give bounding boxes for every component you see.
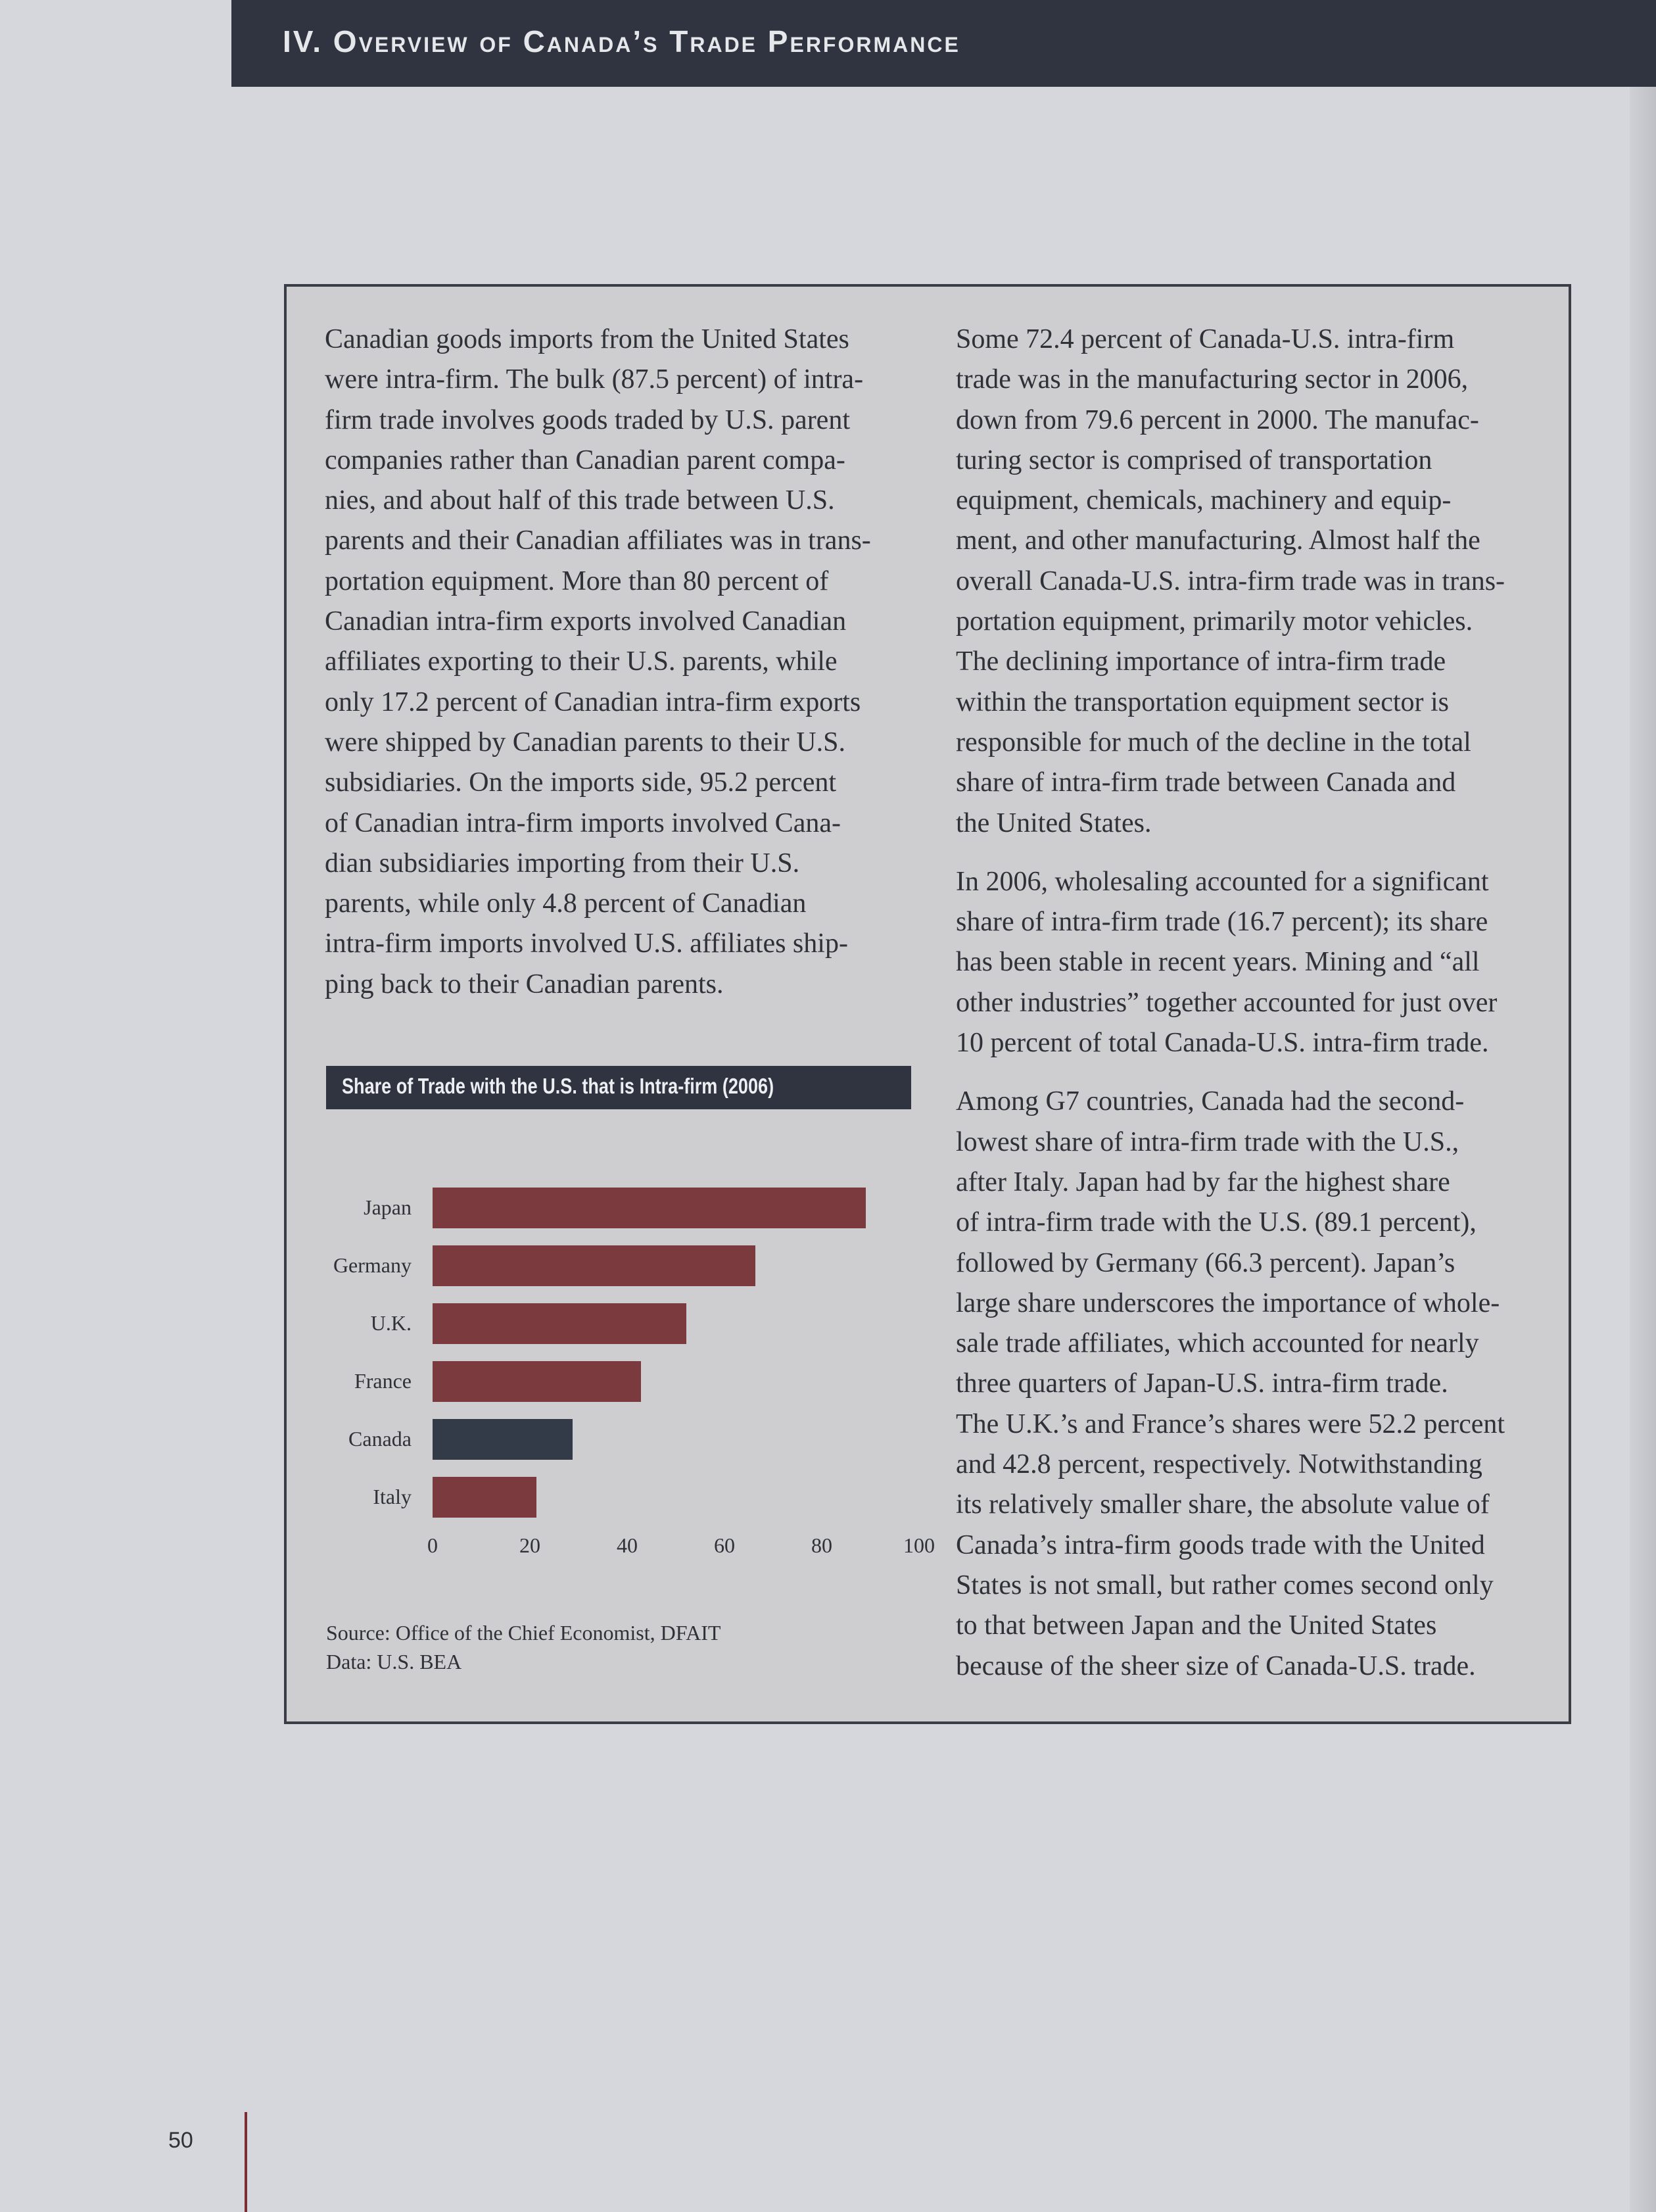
text-line: were intra-firm. The bulk (87.5 percent) of intra- bbox=[325, 364, 864, 395]
text-line: share of intra-firm trade (16.7 percent); its share bbox=[956, 907, 1488, 938]
chart-source bbox=[326, 1618, 721, 1676]
category-label: France bbox=[354, 1369, 412, 1393]
text-line: because of the sheer size of Canada-U.S. trade. bbox=[956, 1650, 1476, 1681]
x-tick-label: 40 bbox=[617, 1533, 638, 1557]
text-line: followed by Germany (66.3 percent). Japan’s bbox=[956, 1247, 1455, 1278]
x-tick-label: 0 bbox=[427, 1533, 438, 1557]
text-line: and 42.8 percent, respectively. Notwithstanding bbox=[956, 1449, 1482, 1480]
text-line: affiliates exporting to their U.S. parents, while bbox=[325, 646, 838, 677]
text-line: intra-firm imports involved U.S. affiliates ship- bbox=[325, 928, 848, 959]
text-line: portation equipment, primarily motor vehicles. bbox=[956, 606, 1473, 637]
x-tick-label: 20 bbox=[519, 1533, 540, 1557]
text-line: Canada’s intra-firm goods trade with the United bbox=[956, 1529, 1485, 1560]
chart-title: Share of Trade with the U.S. that is Intra-firm (2006) bbox=[342, 1074, 774, 1098]
bar-germany bbox=[433, 1245, 755, 1286]
category-label: Germany bbox=[333, 1253, 412, 1277]
text-line: to that between Japan and the United States bbox=[956, 1610, 1437, 1641]
bar-chart bbox=[287, 1122, 944, 1582]
left-column bbox=[325, 320, 916, 1005]
text-line: parents and their Canadian affiliates was in trans- bbox=[325, 525, 871, 556]
text-line: overall Canada-U.S. intra-firm trade was in trans- bbox=[956, 565, 1505, 596]
category-label: Italy bbox=[373, 1485, 412, 1508]
text-line: three quarters of Japan-U.S. intra-firm trade. bbox=[956, 1368, 1448, 1399]
text-line: large share underscores the importance of whole- bbox=[956, 1287, 1500, 1318]
text-line: only 17.2 percent of Canadian intra-firm exports bbox=[325, 686, 861, 717]
text-line: parents, while only 4.8 percent of Canadian bbox=[325, 888, 807, 919]
text-line: down from 79.6 percent in 2000. The manufac- bbox=[956, 404, 1479, 435]
text-line: trade was in the manufacturing sector in 2006, bbox=[956, 364, 1469, 395]
text-line: ping back to their Canadian parents. bbox=[325, 969, 724, 999]
text-line: firm trade involves goods traded by U.S. parent bbox=[325, 404, 850, 435]
text-line: portation equipment. More than 80 percent of bbox=[325, 565, 829, 596]
text-line: after Italy. Japan had by far the highest share bbox=[956, 1166, 1450, 1197]
text-line: Canadian goods imports from the United States bbox=[325, 324, 849, 354]
section-title: IV. Overview of Canada’s Trade Performance bbox=[283, 24, 960, 59]
text-line: States is not small, but rather comes second only bbox=[956, 1570, 1494, 1600]
bar-uk bbox=[433, 1303, 686, 1344]
text-line: its relatively smaller share, the absolute value of bbox=[956, 1489, 1490, 1520]
category-label: Japan bbox=[364, 1195, 412, 1219]
page-number-rule bbox=[245, 2112, 247, 2212]
text-line: Canadian intra-firm exports involved Canadian bbox=[325, 606, 847, 637]
page-edge-shadow bbox=[1630, 0, 1656, 2212]
text-line: dian subsidiaries importing from their U.S. bbox=[325, 848, 800, 878]
bar-italy bbox=[433, 1477, 536, 1518]
paragraph bbox=[956, 862, 1548, 1063]
text-line: ment, and other manufacturing. Almost half the bbox=[956, 525, 1480, 556]
text-line: companies rather than Canadian parent compa- bbox=[325, 445, 845, 475]
text-line: turing sector is comprised of transportation bbox=[956, 445, 1432, 475]
text-line: responsible for much of the decline in the total bbox=[956, 727, 1471, 757]
text-line: The U.K.’s and France’s shares were 52.2 percent bbox=[956, 1408, 1505, 1439]
text-line: the United States. bbox=[956, 807, 1152, 838]
text-line: equipment, chemicals, machinery and equip- bbox=[956, 485, 1452, 516]
category-label: Canada bbox=[348, 1427, 412, 1451]
text-line: were shipped by Canadian parents to their U.S. bbox=[325, 727, 845, 757]
text-line: within the transportation equipment sector is bbox=[956, 686, 1450, 717]
text-line: subsidiaries. On the imports side, 95.2 percent bbox=[325, 767, 837, 798]
x-tick-label: 60 bbox=[714, 1533, 735, 1557]
paragraph bbox=[956, 1082, 1548, 1686]
text-line: The declining importance of intra-firm trade bbox=[956, 646, 1446, 677]
text-line: 10 percent of total Canada-U.S. intra-firm trade. bbox=[956, 1028, 1489, 1059]
data-line: Data: U.S. BEA bbox=[326, 1650, 462, 1673]
paragraph bbox=[325, 320, 916, 1005]
chart-title-bar bbox=[326, 1066, 911, 1109]
paragraph bbox=[956, 320, 1548, 844]
text-line: nies, and about half of this trade between U.S. bbox=[325, 485, 835, 516]
text-line: of Canadian intra-firm imports involved Cana- bbox=[325, 807, 841, 838]
category-label: U.K. bbox=[370, 1311, 412, 1335]
text-line: other industries” together accounted for just over bbox=[956, 987, 1498, 1018]
text-line: sale trade affiliates, which accounted for nearly bbox=[956, 1328, 1479, 1359]
text-line: has been stable in recent years. Mining and “all bbox=[956, 947, 1480, 978]
bar-france bbox=[433, 1361, 641, 1402]
text-line: In 2006, wholesaling accounted for a significant bbox=[956, 866, 1489, 897]
text-line: lowest share of intra-firm trade with the U.S., bbox=[956, 1126, 1459, 1157]
text-line: Among G7 countries, Canada had the second- bbox=[956, 1086, 1465, 1117]
source-line: Source: Office of the Chief Economist, DFAIT bbox=[326, 1621, 721, 1645]
content-box bbox=[284, 284, 1571, 1724]
text-line: share of intra-firm trade between Canada and bbox=[956, 767, 1456, 798]
bar-japan bbox=[433, 1188, 866, 1228]
x-tick-label: 80 bbox=[811, 1533, 832, 1557]
page-number: 50 bbox=[168, 2128, 193, 2153]
x-tick-label: 100 bbox=[903, 1533, 935, 1557]
text-line: of intra-firm trade with the U.S. (89.1 percent), bbox=[956, 1207, 1477, 1238]
bar-canada bbox=[433, 1419, 573, 1460]
right-column bbox=[956, 320, 1548, 1687]
section-header-bar bbox=[231, 0, 1656, 87]
text-line: Some 72.4 percent of Canada-U.S. intra-firm bbox=[956, 324, 1455, 354]
